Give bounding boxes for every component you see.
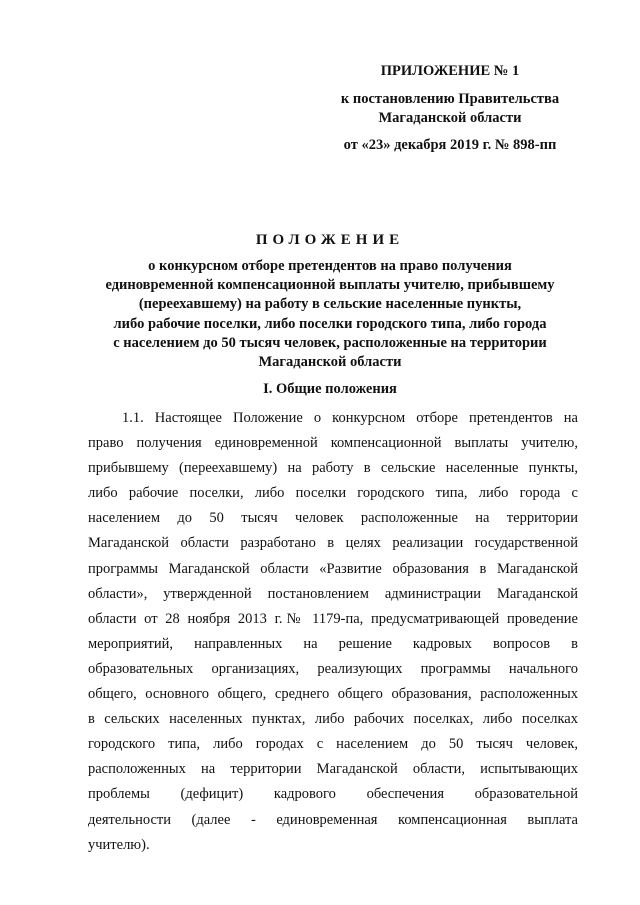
paragraph-line: право получения единовременной компенсационной выплаты учителю, — [88, 435, 578, 452]
paragraph-line: расположенных на территории Магаданской области, испытывающих — [88, 761, 578, 778]
appendix-date: от «23» декабря 2019 г. № 898-пп — [343, 137, 557, 153]
paragraph-line: Магаданской области разработано в целях реализации государственной — [88, 535, 578, 552]
paragraph-line: образовательных организациях, реализующих программы начального — [88, 660, 578, 677]
section-title: I. Общие положения — [263, 381, 397, 397]
subtitle-line: с населением до 50 тысяч человек, расположенные на территории — [113, 334, 547, 351]
document-title: ПОЛОЖЕНИЕ — [255, 232, 405, 248]
paragraph-line: учителю). — [88, 836, 150, 853]
appendix-reference — [300, 90, 600, 128]
document-subtitle — [80, 257, 580, 372]
subtitle-line: единовременной компенсационной выплаты учителю, прибывшему — [105, 277, 555, 294]
subtitle-line: о конкурсном отборе претендентов на право получения — [148, 258, 512, 274]
appendix-title: ПРИЛОЖЕНИЕ № 1 — [380, 63, 520, 79]
paragraph-line: общего, основного общего, среднего общего образования, расположенных — [88, 686, 578, 703]
paragraph-line: 1.1. Настоящее Положение о конкурсном отборе претендентов на — [122, 410, 578, 426]
paragraph-line: мероприятий, направленных на решение кадровых вопросов в — [88, 635, 578, 652]
paragraph-line: в сельских населенных пунктах, либо рабочих поселках, либо поселках — [88, 711, 578, 728]
paragraph-line: области от 28 ноября 2013 г.№ 1179-па, предусматривающей проведение — [88, 610, 578, 627]
appendix-reference-line: Магаданской области — [378, 110, 522, 126]
paragraph-line: области», утвержденной постановлением администрации Магаданской — [88, 585, 578, 602]
subtitle-line: либо рабочие поселки, либо поселки городского типа, либо города — [113, 315, 547, 332]
paragraph-line: программы Магаданской области «Развитие образования в Магаданской — [88, 560, 578, 577]
paragraph-line: проблемы (дефицит) кадрового обеспечения образовательной — [88, 786, 578, 803]
paragraph-line: городского типа, либо городах с населением до 50 тысяч человек, — [88, 736, 578, 753]
appendix-reference-line: к постановлению Правительства — [340, 91, 560, 107]
paragraph-line: либо рабочие поселки, либо поселки городского типа, либо города с — [88, 485, 578, 502]
paragraph-line: населением до 50 тысяч человек расположенные на территории — [88, 510, 578, 527]
subtitle-line: Магаданской области — [258, 354, 402, 371]
paragraph-line: прибывшему (переехавшему) на работу в сельские населенные пункты, — [88, 460, 578, 477]
section-paragraph — [88, 406, 578, 858]
paragraph-line: деятельности (далее - единовременная компенсационная выплата — [88, 811, 578, 828]
subtitle-line: (переехавшему) на работу в сельские населенные пункты, — [138, 296, 522, 313]
